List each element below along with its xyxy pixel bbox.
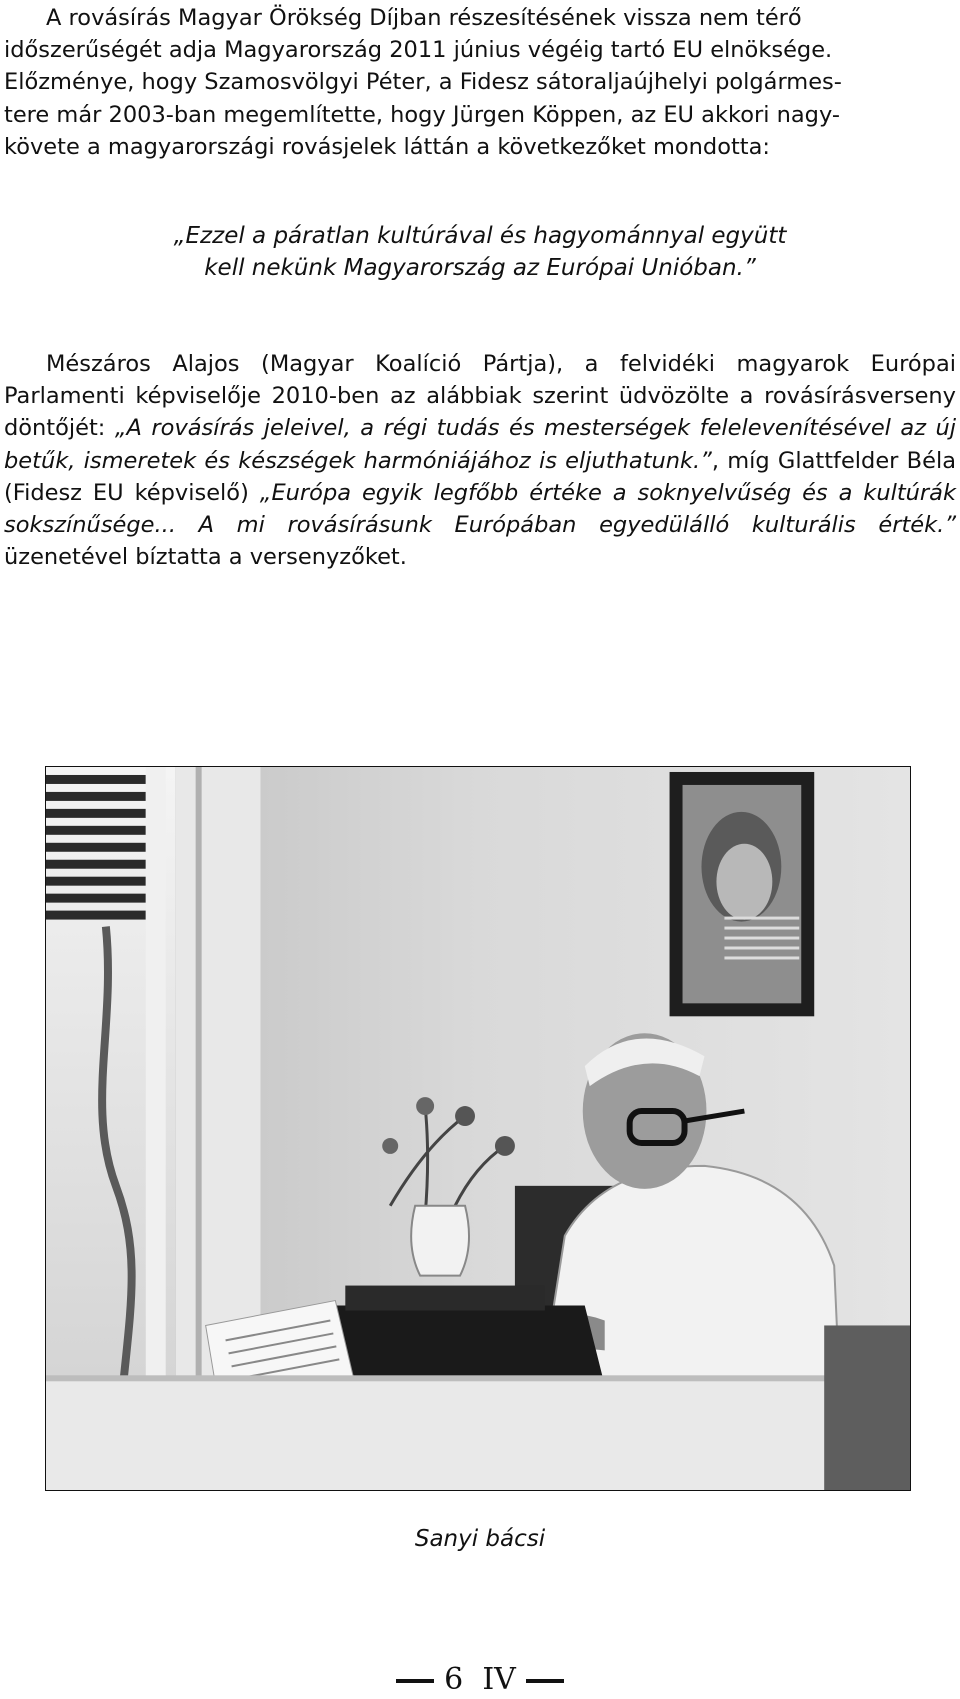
cushion: [824, 1325, 910, 1490]
page-footer: [0, 1662, 960, 1698]
framed-picture: [670, 772, 815, 1016]
photo-caption: Sanyi bácsi: [414, 1526, 546, 1552]
paragraph-1: [4, 2, 956, 163]
footer-dash-right: [526, 1679, 564, 1683]
paragraph-1-line-4: tere már 2003-ban megemlítette, hogy Jürgen Köppen, az EU akkori nagy-: [4, 101, 841, 128]
paragraph-1-line-2: időszerűségét adja Magyarország 2011 június végéig tartó EU elnöksége.: [4, 37, 833, 64]
page-number: 6: [444, 1662, 464, 1697]
paragraph-1-line-5: követe a magyarországi rovásjelek láttán a következőket mondotta:: [4, 133, 770, 160]
paragraph-2-text-3: üzenetével bíztatta a versenyzőket.: [4, 544, 407, 571]
paragraph-2-text-1: Mészáros Alajos (Magyar Koalíció Pártja), a felvidéki magyarok Európai Parlamenti képviselője 2010-ben az alábbiak szerint üdvözölte a rovásírásverseny döntőjét:: [4, 351, 956, 442]
photo-illustration: [46, 767, 910, 1490]
paragraph-2: [4, 348, 956, 573]
paragraph-1-line-1: A rovásírás Magyar Örökség Díjban részesítésének vissza nem térő: [46, 5, 802, 31]
table: [46, 1380, 910, 1490]
portrait-photo: [45, 766, 911, 1491]
block-quote-line-2: kell nekünk Magyarország az Európai Unióban.”: [204, 255, 756, 281]
section-label: IV: [482, 1662, 516, 1697]
paragraph-2-quote-1: „A rovásírás jeleivel, a régi tudás és mesterségek felelevenítésével az új betűk, ismeretek és készségek harmóniájához is eljuthatunk.”: [4, 415, 956, 474]
block-quote: [0, 220, 960, 284]
paragraph-2-quote-2: „Európa egyik legfőbb értéke a soknyelvűség és a kultúrák sokszínűsége... A mi rovásírásunk Európában egyedülálló kulturális érték.”: [4, 479, 956, 539]
block-quote-line-1: „Ezzel a páratlan kultúrával és hagyománnyal együtt: [173, 223, 787, 249]
paragraph-2-text-2: , míg Glattfelder Béla (Fidesz EU képviselő): [4, 447, 956, 506]
paragraph-1-line-3: Előzménye, hogy Szamosvölgyi Péter, a Fidesz sátoraljaújhelyi polgármes-: [4, 69, 842, 96]
footer-dash-left: [396, 1679, 434, 1683]
